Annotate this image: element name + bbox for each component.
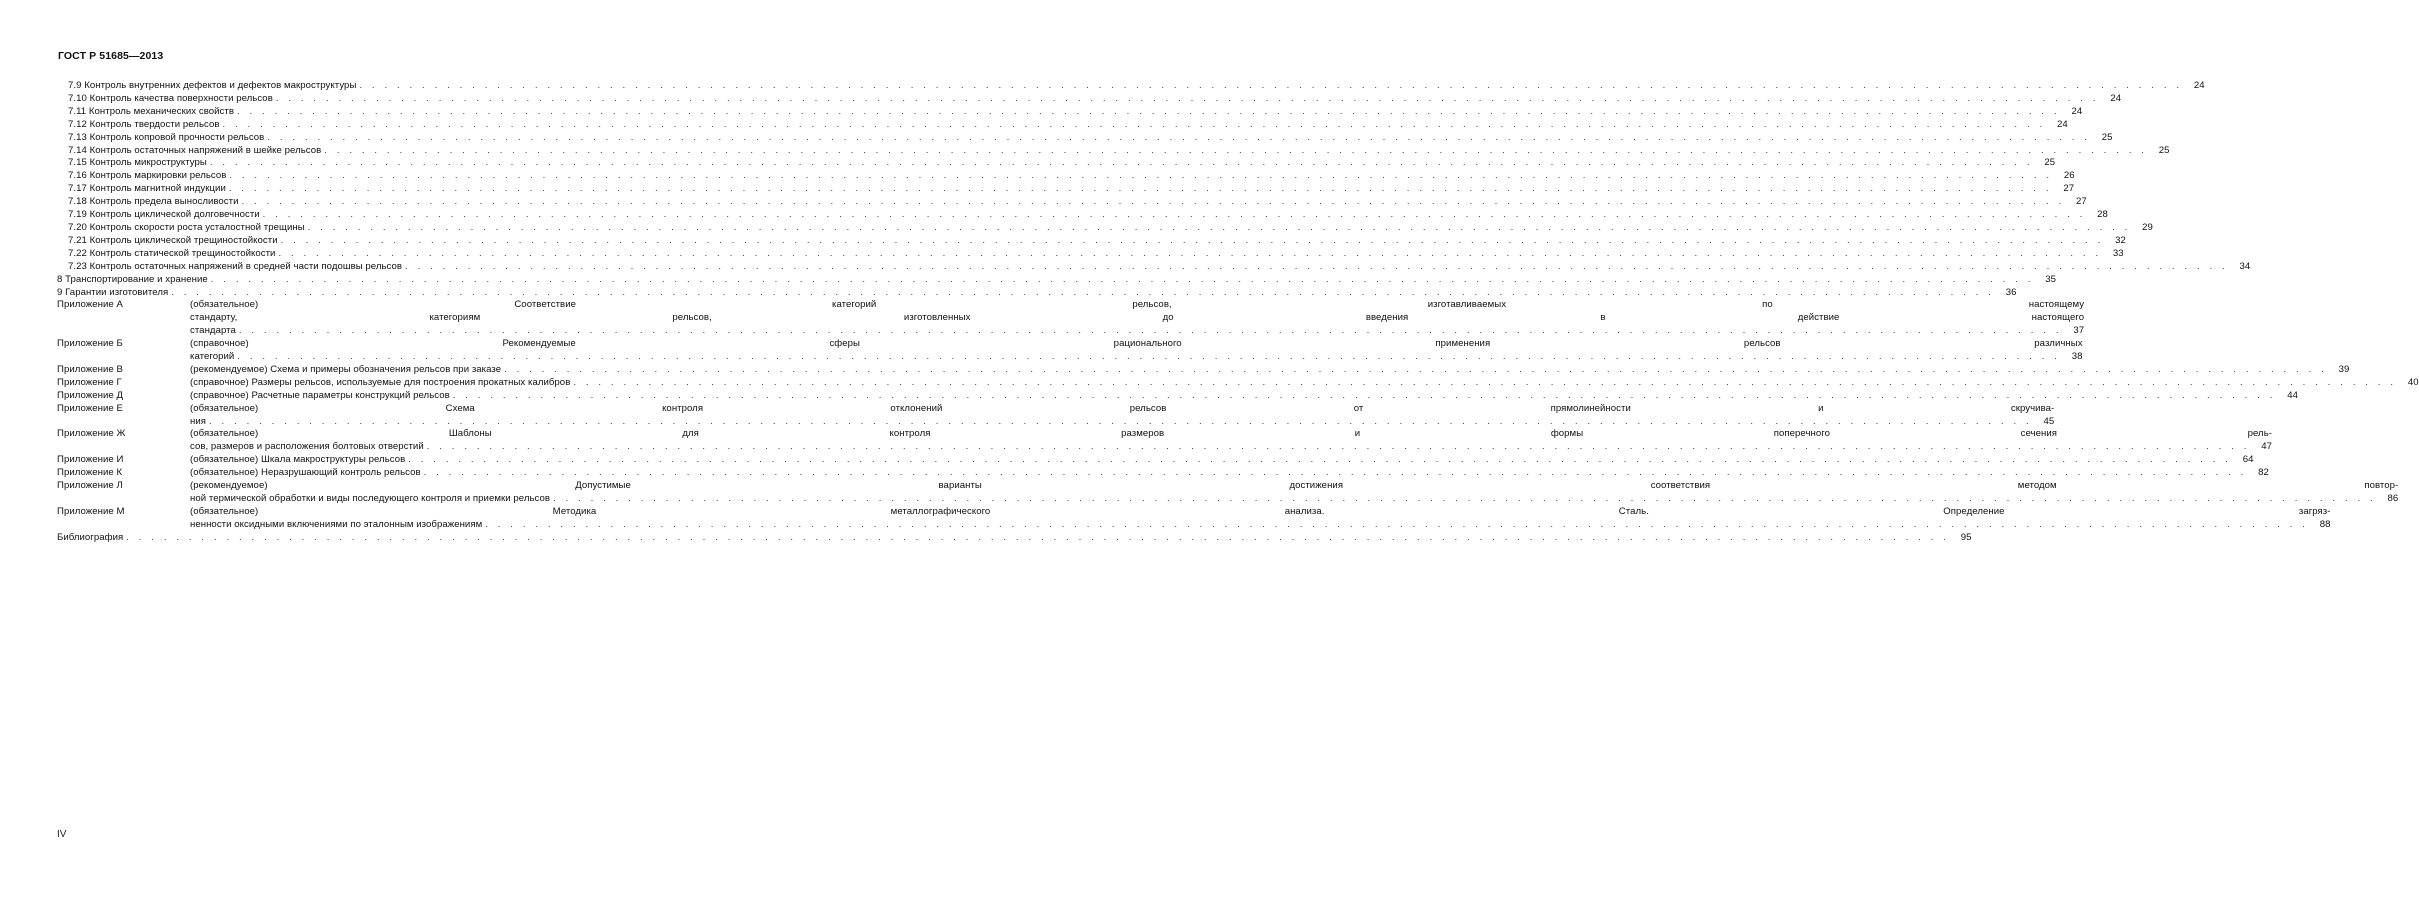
toc-entry-title: 7.19 Контроль циклической долговечности xyxy=(68,209,260,221)
appendix-label: Приложение А xyxy=(57,299,123,311)
dot-leader: . . . . . . . . . . . . . . . . . . . . . . . . . . . . . . . . . . . . . . . . . . . . . . . . . . . . . . . . . . . . . . . . . . . . . . . . . . . . . . . . . . . . . . . . . . . . . . . . . . . . . . . . . . . . . . . . . . . . . . . . . . . . . . . . . . . . . . . . . . . . . . . . . . xyxy=(278,247,2102,259)
toc-entry-page: 36 xyxy=(2005,286,2017,298)
toc-entry-title: 7.16 Контроль маркировки рельсов xyxy=(68,170,227,182)
dot-leader: . . . . . . . . . . . . . . . . . . . . . . . . . . . . . . . . . . . . . . . . . . . . . . . . . . . . . . . . . . . . . . . . . . . . . . . . . . . . . . . . . . . . . . . . . . . . . . . . . . . . . . . . . . . . . . . . . . . . . . . . . . . . . . . . . . . . . . . . . . . . . . . . . . xyxy=(210,273,2035,285)
appendix-last-line xyxy=(190,377,2419,390)
dot-leader: . . . . . . . . . . . . . . . . . . . . . . . . . . . . . . . . . . . . . . . . . . . . . . . . . . . . . . . . . . . . . . . . . . . . . . . . . . . . . . . . . . . . . . . . . . . . . . . . . . . . . . . . . . . . . . . . . . . . . . . . . . . . . . . . . . . . . . . . . . . . . . . . . . xyxy=(280,234,2104,246)
appendix-label: Приложение Б xyxy=(57,338,123,350)
appendix-body xyxy=(190,403,2054,429)
toc-entry-page: 34 xyxy=(2239,260,2251,272)
appendix-label: Приложение И xyxy=(57,454,124,466)
toc-entry[interactable] xyxy=(57,260,2251,274)
dot-leader: . . . . . . . . . . . . . . . . . . . . . . . . . . . . . . . . . . . . . . . . . . . . . . . . . . . . . . . . . . . . . . . . . . . . . . . . . . . . . . . . . . . . . . . . . . . . . . . . . . . . . . . . . . . . . . . . . . . . . . . . . . . . . . . . . . . . . . . . . . . . . . . . . . xyxy=(209,415,2033,427)
appendix-label: Приложение Г xyxy=(57,376,122,388)
appendix-text-line: категорий xyxy=(190,351,235,363)
appendix-text-line: сов, размеров и расположения болтовых отверстий xyxy=(190,441,424,453)
toc-entry[interactable] xyxy=(57,247,2124,261)
dot-leader: . . . . . . . . . . . . . . . . . . . . . . . . . . . . . . . . . . . . . . . . . . . . . . . . . . . . . . . . . . . . . . . . . . . . . . . . . . . . . . . . . . . . . . . . . . . . . . . . . . . . . . . . . . . . . . . . . . . . . . . . . . . . . . . . . . . . . . . . . . . . . . . . . . xyxy=(275,92,2100,104)
toc-entry-page: 24 xyxy=(2193,80,2205,91)
appendix-text-line: (обязательное) Неразрушающий контроль рельсов xyxy=(190,467,421,479)
page-number: IV xyxy=(57,829,67,840)
toc-entry-page: 24 xyxy=(2056,118,2068,130)
appendix-last-line xyxy=(190,325,2084,338)
dot-leader: . . . . . . . . . . . . . . . . . . . . . . . . . . . . . . . . . . . . . . . . . . . . . . . . . . . . . . . . . . . . . . . . . . . . . . . . . . . . . . . . . . . . . . . . . . . . . . . . . . . . . . . . . . . . . . . . . . . . . . . . . . . . . . . . . . . . . . . . . . . . . . . . . . xyxy=(359,80,2183,91)
toc-entry[interactable] xyxy=(57,286,2017,300)
dot-leader: . . . . . . . . . . . . . . . . . . . . . . . . . . . . . . . . . . . . . . . . . . . . . . . . . . . . . . . . . . . . . . . . . . . . . . . . . . . . . . . . . . . . . . . . . . . . . . . . . . . . . . . . . . . . . . . . . . . . . . . . . . . . . . . . . . . . . . . . . . . . . . . . . . xyxy=(262,209,2086,221)
appendix-text-line: (обязательное) Соответствие категорий рельсов, изготавливаемых по настоящему xyxy=(190,299,2085,311)
dot-leader: . . . . . . . . . . . . . . . . . . . . . . . . . . . . . . . . . . . . . . . . . . . . . . . . . . . . . . . . . . . . . . . . . . . . . . . . . . . . . . . . . . . . . . . . . . . . . . . . . . . . . . . . . . . . . . . . . . . . . . . . . . . . . . . . . . . . . . . . . . . . . . . . . . xyxy=(324,144,2148,156)
toc-appendix-entry[interactable] xyxy=(57,454,2254,467)
toc-entry-page: 33 xyxy=(2112,247,2124,259)
toc-appendix-entry[interactable] xyxy=(57,428,2272,454)
toc-entry[interactable] xyxy=(57,144,2170,158)
dot-leader: . . . . . . . . . . . . . . . . . . . . . . . . . . . . . . . . . . . . . . . . . . . . . . . . . . . . . . . . . . . . . . . . . . . . . . . . . . . . . . . . . . . . . . . . . . . . . . . . . . . . . . . . . . . . . . . . . . . . . . . . . . . . . . . . . . . . . . . . . . . . . . . . . . xyxy=(485,518,2309,530)
toc-appendix-entry[interactable] xyxy=(57,389,2298,403)
appendix-text-line: (рекомендуемое) Схема и примеры обозначения рельсов при заказе xyxy=(190,363,502,375)
appendix-text-line: ния xyxy=(190,415,207,427)
toc-entry-title: 8 Транспортирование и хранение xyxy=(57,273,208,285)
toc-entry-title: 7.22 Контроль статической трещиностойкости xyxy=(68,247,276,259)
toc-entry-page: 27 xyxy=(2063,183,2075,195)
appendix-label: Приложение К xyxy=(57,467,123,479)
appendix-body xyxy=(190,377,2419,390)
toc-entry-title: 7.13 Контроль копровой прочности рельсов xyxy=(68,131,265,143)
appendix-label: Приложение Д xyxy=(57,389,124,401)
toc-entry-page: 37 xyxy=(2073,325,2085,337)
appendix-label: Приложение В xyxy=(57,363,123,375)
appendix-body xyxy=(190,506,2330,532)
dot-leader: . . . . . . . . . . . . . . . . . . . . . . . . . . . . . . . . . . . . . . . . . . . . . . . . . . . . . . . . . . . . . . . . . . . . . . . . . . . . . . . . . . . . . . . . . . . . . . . . . . . . . . . . . . . . . . . . . . . . . . . . . . . . . . . . . . . . . . . . . . . . . . . . . . xyxy=(452,389,2276,401)
appendix-text-line: (обязательное) Методика металлографического анализа. Сталь. Определение загряз- xyxy=(190,505,2331,517)
appendix-text-line: ненности оксидными включениями по эталонным изображениям xyxy=(190,518,483,530)
toc-entry[interactable] xyxy=(57,273,2057,287)
toc-entry-page: 24 xyxy=(2071,105,2083,117)
toc-entry[interactable] xyxy=(57,80,2205,93)
dot-leader: . . . . . . . . . . . . . . . . . . . . . . . . . . . . . . . . . . . . . . . . . . . . . . . . . . . . . . . . . . . . . . . . . . . . . . . . . . . . . . . . . . . . . . . . . . . . . . . . . . . . . . . . . . . . . . . . . . . . . . . . . . . . . . . . . . . . . . . . . . . . . . . . . . xyxy=(241,196,2065,208)
dot-leader: . . . . . . . . . . . . . . . . . . . . . . . . . . . . . . . . . . . . . . . . . . . . . . . . . . . . . . . . . . . . . . . . . . . . . . . . . . . . . . . . . . . . . . . . . . . . . . . . . . . . . . . . . . . . . . . . . . . . . . . . . . . . . . . . . . . . . . . . . . . . . . . . . . xyxy=(222,118,2046,130)
toc-entry-page: 86 xyxy=(2387,493,2399,504)
dot-leader: . . . . . . . . . . . . . . . . . . . . . . . . . . . . . . . . . . . . . . . . . . . . . . . . . . . . . . . . . . . . . . . . . . . . . . . . . . . . . . . . . . . . . . . . . . . . . . . . . . . . . . . . . . . . . . . . . . . . . . . . . . . . . . . . . . . . . . . . . . . . . . . . . . xyxy=(405,260,2229,272)
toc-entry-title: 7.17 Контроль магнитной индукции xyxy=(68,183,226,195)
appendix-body xyxy=(190,338,2083,364)
toc-entry[interactable] xyxy=(57,105,2083,119)
appendix-last-line xyxy=(190,519,2330,532)
appendix-text-line: ной термической обработки и виды последующего контроля и приемки рельсов xyxy=(190,493,550,504)
dot-leader: . . . . . . . . . . . . . . . . . . . . . . . . . . . . . . . . . . . . . . . . . . . . . . . . . . . . . . . . . . . . . . . . . . . . . . . . . . . . . . . . . . . . . . . . . . . . . . . . . . . . . . . . . . . . . . . . . . . . . . . . . . . . . . . . . . . . . . . . . . . . . . . . . . xyxy=(553,493,2377,504)
toc-appendix-entry[interactable] xyxy=(57,505,2331,532)
toc-entry-page: 25 xyxy=(2101,131,2113,143)
toc-entry-page: 29 xyxy=(2142,221,2153,233)
toc-entry-page: 24 xyxy=(2110,92,2122,104)
toc-entry[interactable] xyxy=(57,131,2113,145)
toc-entry-page: 45 xyxy=(2043,415,2055,427)
toc-entry-page: 28 xyxy=(2097,209,2108,221)
toc-entry-page: 35 xyxy=(2045,273,2057,285)
toc-entry-title: 7.23 Контроль остаточных напряжений в средней части подошвы рельсов xyxy=(68,260,403,272)
appendix-body xyxy=(190,299,2084,338)
toc-entry-title: Библиография xyxy=(57,531,124,543)
toc-entry[interactable] xyxy=(57,170,2075,183)
appendix-text-line: стандарту, категориям рельсов, изготовленных до введения в действие настоящего xyxy=(190,312,2085,324)
document-header: ГОСТ Р 51685—2013 xyxy=(58,50,164,62)
toc-entry-page: 64 xyxy=(2242,454,2254,466)
appendix-text-line: (обязательное) Схема контроля отклонений рельсов от прямолинейности и скручива- xyxy=(190,402,2055,414)
dot-leader: . . . . . . . . . . . . . . . . . . . . . . . . . . . . . . . . . . . . . . . . . . . . . . . . . . . . . . . . . . . . . . . . . . . . . . . . . . . . . . . . . . . . . . . . . . . . . . . . . . . . . . . . . . . . . . . . . . . . . . . . . . . . . . . . . . . . . . . . . . . . . . . . . . xyxy=(573,376,2397,388)
dot-leader: . . . . . . . . . . . . . . . . . . . . . . . . . . . . . . . . . . . . . . . . . . . . . . . . . . . . . . . . . . . . . . . . . . . . . . . . . . . . . . . . . . . . . . . . . . . . . . . . . . . . . . . . . . . . . . . . . . . . . . . . . . . . . . . . . . . . . . . . . . . . . . . . . . xyxy=(229,170,2053,182)
dot-leader: . . . . . . . . . . . . . . . . . . . . . . . . . . . . . . . . . . . . . . . . . . . . . . . . . . . . . . . . . . . . . . . . . . . . . . . . . . . . . . . . . . . . . . . . . . . . . . . . . . . . . . . . . . . . . . . . . . . . . . . . . . . . . . . . . . . . . . . . . . . . . . . . . . xyxy=(267,131,2091,143)
toc-entry-page: 26 xyxy=(2063,170,2075,182)
toc-entry-title: 7.14 Контроль остаточных напряжений в шейке рельсов xyxy=(68,144,322,156)
toc-appendix-entry[interactable] xyxy=(57,338,2083,364)
toc-entry-title: 7.10 Контроль качества поверхности рельсов xyxy=(68,92,273,104)
appendix-label: Приложение Л xyxy=(57,480,123,492)
appendix-text-line: (справочное) Рекомендуемые сферы рационального применения рельсов различных xyxy=(190,338,2083,350)
appendix-label: Приложение М xyxy=(57,505,125,517)
appendix-last-line xyxy=(190,441,2272,454)
toc-entry-page: 25 xyxy=(2158,144,2170,156)
appendix-body xyxy=(190,454,2254,467)
toc-entry-title: 7.15 Контроль микроструктуры xyxy=(68,157,207,169)
dot-leader: . . . . . . . . . . . . . . . . . . . . . . . . . . . . . . . . . . . . . . . . . . . . . . . . . . . . . . . . . . . . . . . . . . . . . . . . . . . . . . . . . . . . . . . . . . . . . . . . . . . . . . . . . . . . . . . . . . . . . . . . . . . . . . . . . . . . . . . . . . . . . . . . . . xyxy=(408,454,2232,466)
appendix-label: Приложение Ж xyxy=(57,428,126,440)
toc-entry-title: 7.9 Контроль внутренних дефектов и дефектов макроструктуры xyxy=(68,80,357,91)
toc-entry[interactable] xyxy=(57,118,2068,132)
toc-appendix-entry[interactable] xyxy=(57,467,2269,480)
toc-sections xyxy=(57,80,2251,299)
appendix-body xyxy=(190,480,2398,506)
toc-entry-page: 82 xyxy=(2258,467,2269,479)
dot-leader: . . . . . . . . . . . . . . . . . . . . . . . . . . . . . . . . . . . . . . . . . . . . . . . . . . . . . . . . . . . . . . . . . . . . . . . . . . . . . . . . . . . . . . . . . . . . . . . . . . . . . . . . . . . . . . . . . . . . . . . . . . . . . . . . . . . . . . . . . . . . . . . . . . xyxy=(423,467,2247,479)
toc-entry-title: 7.18 Контроль предела выносливости xyxy=(68,196,239,208)
toc-entry-page: 32 xyxy=(2115,234,2126,246)
table-of-contents xyxy=(57,80,2419,545)
appendix-last-line xyxy=(190,493,2398,506)
toc-entry-page: 40 xyxy=(2407,376,2419,388)
toc-appendix-entry[interactable] xyxy=(57,299,2085,338)
toc-entry-page: 47 xyxy=(2261,441,2272,453)
dot-leader: . . . . . . . . . . . . . . . . . . . . . . . . . . . . . . . . . . . . . . . . . . . . . . . . . . . . . . . . . . . . . . . . . . . . . . . . . . . . . . . . . . . . . . . . . . . . . . . . . . . . . . . . . . . . . . . . . . . . . . . . . . . . . . . . . . . . . . . . . . . . . . . . . . xyxy=(171,286,1995,298)
dot-leader: . . . . . . . . . . . . . . . . . . . . . . . . . . . . . . . . . . . . . . . . . . . . . . . . . . . . . . . . . . . . . . . . . . . . . . . . . . . . . . . . . . . . . . . . . . . . . . . . . . . . . . . . . . . . . . . . . . . . . . . . . . . . . . . . . . . . . . . . . . . . . . . . . . xyxy=(307,221,2131,233)
toc-entry-title: 9 Гарантии изготовителя xyxy=(57,286,169,298)
dot-leader: . . . . . . . . . . . . . . . . . . . . . . . . . . . . . . . . . . . . . . . . . . . . . . . . . . . . . . . . . . . . . . . . . . . . . . . . . . . . . . . . . . . . . . . . . . . . . . . . . . . . . . . . . . . . . . . . . . . . . . . . . . . . . . . . . . . . . . . . . . . . . . . . . . xyxy=(228,183,2053,195)
appendix-text-line: (обязательное) Шкала макроструктуры рельсов xyxy=(190,454,406,466)
appendix-text-line: стандарта xyxy=(190,325,236,337)
toc-entry-page: 25 xyxy=(2044,157,2056,169)
appendix-last-line xyxy=(190,390,2298,403)
dot-leader: . . . . . . . . . . . . . . . . . . . . . . . . . . . . . . . . . . . . . . . . . . . . . . . . . . . . . . . . . . . . . . . . . . . . . . . . . . . . . . . . . . . . . . . . . . . . . . . . . . . . . . . . . . . . . . . . . . . . . . . . . . . . . . . . . . . . . . . . . . . . . . . . . . xyxy=(209,157,2034,169)
toc-entry-page: 88 xyxy=(2319,518,2331,530)
appendix-last-line xyxy=(190,416,2054,429)
toc-entry[interactable] xyxy=(57,209,2108,222)
toc-entry-title: 7.21 Контроль циклической трещиностойкости xyxy=(68,234,278,246)
toc-entry-title: 7.11 Контроль механических свойств xyxy=(68,105,234,117)
toc-appendix-entry[interactable] xyxy=(57,480,2399,506)
appendix-body xyxy=(190,364,2349,377)
dot-leader: . . . . . . . . . . . . . . . . . . . . . . . . . . . . . . . . . . . . . . . . . . . . . . . . . . . . . . . . . . . . . . . . . . . . . . . . . . . . . . . . . . . . . . . . . . . . . . . . . . . . . . . . . . . . . . . . . . . . . . . . . . . . . . . . . . . . . . . . . . . . . . . . . . xyxy=(237,351,2061,363)
toc-appendix-entry[interactable] xyxy=(57,363,2350,377)
toc-entry-bibliography[interactable] xyxy=(57,531,1972,545)
toc-entry[interactable] xyxy=(57,157,2056,170)
appendix-last-line xyxy=(190,454,2254,467)
appendix-text-line: (справочное) Размеры рельсов, используемые для построения прокатных калибров xyxy=(190,376,571,388)
toc-entry[interactable] xyxy=(57,221,2153,235)
toc-entry-page: 27 xyxy=(2075,196,2087,208)
appendix-last-line xyxy=(190,351,2083,364)
appendix-text-line: (справочное) Расчетные параметры конструкций рельсов xyxy=(190,389,450,401)
dot-leader: . . . . . . . . . . . . . . . . . . . . . . . . . . . . . . . . . . . . . . . . . . . . . . . . . . . . . . . . . . . . . . . . . . . . . . . . . . . . . . . . . . . . . . . . . . . . . . . . . . . . . . . . . . . . . . . . . . . . . . . . . . . . . . . . . . . . . . . . . . . . . . . . . . xyxy=(236,105,2061,117)
appendix-body xyxy=(190,390,2298,403)
appendix-text-line: (рекомендуемое) Допустимые варианты достижения соответствия методом повтор- xyxy=(190,480,2399,492)
dot-leader: . . . . . . . . . . . . . . . . . . . . . . . . . . . . . . . . . . . . . . . . . . . . . . . . . . . . . . . . . . . . . . . . . . . . . . . . . . . . . . . . . . . . . . . . . . . . . . . . . . . . . . . . . . . . . . . . . . . . . . . . . . . . . . . . . . . . . . . . . . . . . . . . . . xyxy=(238,325,2063,337)
dot-leader: . . . . . . . . . . . . . . . . . . . . . . . . . . . . . . . . . . . . . . . . . . . . . . . . . . . . . . . . . . . . . . . . . . . . . . . . . . . . . . . . . . . . . . . . . . . . . . . . . . . . . . . . . . . . . . . . . . . . . . . . . . . . . . . . . . . . . . . . . . . . . . . . . . xyxy=(426,441,2250,453)
toc-entry[interactable] xyxy=(57,183,2075,196)
toc-entry[interactable] xyxy=(57,196,2087,209)
toc-entry[interactable] xyxy=(57,92,2122,106)
toc-entry-title: 7.20 Контроль скорости роста усталостной трещины xyxy=(68,221,305,233)
appendix-body xyxy=(190,428,2272,454)
toc-entry-page: 38 xyxy=(2071,351,2083,363)
appendix-body xyxy=(190,467,2269,480)
dot-leader: . . . . . . . . . . . . . . . . . . . . . . . . . . . . . . . . . . . . . . . . . . . . . . . . . . . . . . . . . . . . . . . . . . . . . . . . . . . . . . . . . . . . . . . . . . . . . . . . . . . . . . . . . . . . . . . . . . . . . . . . . . . . . . . . . . . . . . . . . . . . . . . . . . xyxy=(126,531,1950,543)
toc-appendix-entry[interactable] xyxy=(57,376,2419,390)
toc-appendix-entry[interactable] xyxy=(57,402,2055,429)
toc-entry-title: 7.12 Контроль твердости рельсов xyxy=(68,118,220,130)
toc-entry-page: 95 xyxy=(1960,531,1972,543)
appendix-last-line xyxy=(190,467,2269,480)
appendix-label: Приложение Е xyxy=(57,402,123,414)
toc-entry[interactable] xyxy=(57,234,2126,248)
toc-entry-page: 39 xyxy=(2338,363,2350,375)
toc-entry-page: 44 xyxy=(2287,389,2298,401)
toc-appendices xyxy=(57,299,2419,531)
dot-leader: . . . . . . . . . . . . . . . . . . . . . . . . . . . . . . . . . . . . . . . . . . . . . . . . . . . . . . . . . . . . . . . . . . . . . . . . . . . . . . . . . . . . . . . . . . . . . . . . . . . . . . . . . . . . . . . . . . . . . . . . . . . . . . . . . . . . . . . . . . . . . . . . . . xyxy=(504,363,2328,375)
appendix-last-line xyxy=(190,364,2349,377)
appendix-text-line: (обязательное) Шаблоны для контроля размеров и формы поперечного сечения рель- xyxy=(190,428,2272,440)
